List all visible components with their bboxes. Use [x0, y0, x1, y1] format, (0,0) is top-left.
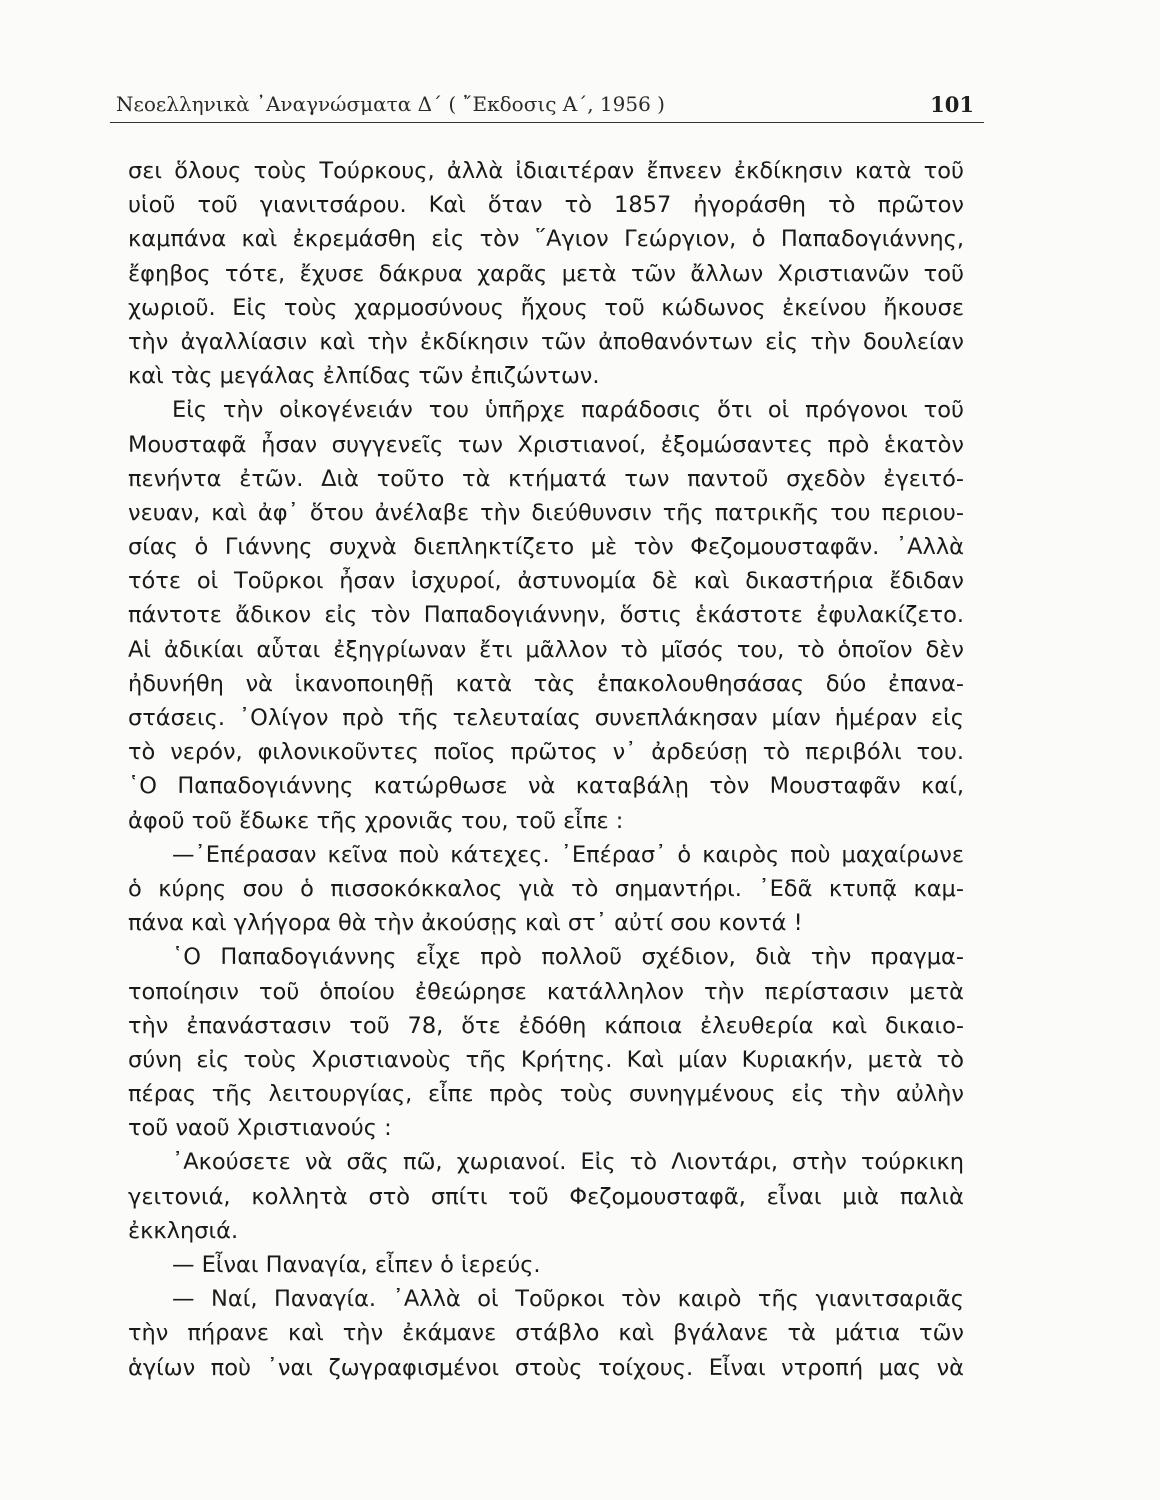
text-line: υἱοῦ τοῦ γιανιτσάρου. Καὶ ὅταν τὸ 1857 ἠγοράσθη τὸ πρῶτον: [128, 192, 964, 219]
body-text: [128, 154, 964, 1385]
text-line: ἐκκλησιά.: [128, 1217, 239, 1244]
text-line: σει ὅλους τοὺς Τούρκους, ἀλλὰ ἰδιαιτέραν ἔπνεεν ἐκδίκησιν κατὰ τοῦ: [128, 158, 964, 184]
text-line: τὴν πήρανε καὶ τὴν ἐκάμανε στάβλο καὶ βγάλανε τὰ μάτια τῶν: [128, 1320, 964, 1347]
running-header: [110, 92, 984, 123]
text-line: γειτονιά, κολλητὰ στὸ σπίτι τοῦ Φεζομουσταφᾶ, εἶναι μιὰ παλιὰ: [128, 1183, 964, 1210]
text-line: ἀφοῦ τοῦ ἔδωκε τῆς χρονιᾶς του, τοῦ εἶπε :: [128, 807, 624, 834]
text-line: καμπάνα καὶ ἐκρεμάσθη εἰς τὸν ῞Αγιον Γεώργιον, ὁ Παπαδογιάννης,: [128, 226, 964, 253]
text-line: χωριοῦ. Εἰς τοὺς χαρμοσύνους ἤχους τοῦ κώδωνος ἐκείνου ἤκουσε: [128, 294, 964, 321]
page-number: 101: [930, 92, 974, 117]
text-line: τοῦ ναοῦ Χριστιανούς :: [128, 1115, 392, 1142]
text-line: ῾Ο Παπαδογιάννης κατώρθωσε νὰ καταβάλῃ τὸν Μουσταφᾶν καί,: [128, 773, 964, 800]
text-line: — Εἶναι Παναγία, εἶπεν ὁ ἱερεύς.: [172, 1252, 541, 1278]
text-line: ῾Ο Παπαδογιάννης εἶχε πρὸ πολλοῦ σχέδιον, διὰ τὴν πραγμα-: [172, 944, 964, 971]
text-line: νευαν, καὶ ἀφ᾿ ὅτου ἀνέλαβε τὴν διεύθυνσιν τῆς πατρικῆς του περιου-: [128, 499, 964, 526]
text-line: τὴν ἀγαλλίασιν καὶ τὴν ἐκδίκησιν τῶν ἀποθανόντων εἰς τὴν δουλείαν: [128, 328, 964, 355]
text-line: ᾿Ακούσετε νὰ σᾶς πῶ, χωριανοί. Εἰς τὸ Λιοντάρι, στὴν τούρκικη: [172, 1149, 964, 1176]
text-line: τὴν ἐπανάστασιν τοῦ 78, ὅτε ἐδόθη κάποια ἐλευθερία καὶ δικαιο-: [128, 1012, 964, 1039]
text-line: Εἰς τὴν οἰκογένειάν του ὑπῆρχε παράδοσις ὅτι οἱ πρόγονοι τοῦ: [172, 397, 964, 424]
text-line: πενήντα ἐτῶν. Διὰ τοῦτο τὰ κτήματά των παντοῦ σχεδὸν ἐγειτό-: [128, 465, 964, 492]
running-title: Νεοελληνικὰ ᾿Αναγνώσματα Δ΄ ( ῎Εκδοσις Α΄, 1956 ): [116, 92, 665, 116]
text-line: ὁ κύρης σου ὁ πισσοκόκκαλος γιὰ τὸ σημαντήρι. ᾿Εδᾶ κτυπᾷ καμ-: [128, 875, 964, 902]
text-line: Μουσταφᾶ ἦσαν συγγενεῖς των Χριστιανοί, ἐξομώσαντες πρὸ ἑκατὸν: [128, 431, 964, 458]
text-line: —᾿Επέρασαν κεῖνα ποὺ κάτεχες. ᾿Επέρασ᾿ ὁ καιρὸς ποὺ μαχαίρωνε: [172, 841, 964, 868]
text-line: σύνη εἰς τοὺς Χριστιανοὺς τῆς Κρήτης. Καὶ μίαν Κυριακήν, μετὰ τὸ: [128, 1046, 964, 1073]
text-line: σίας ὁ Γιάννης συχνὰ διεπληκτίζετο μὲ τὸν Φεζομουσταφᾶν. ᾿Αλλὰ: [128, 534, 964, 561]
text-line: Αἱ ἀδικίαι αὗται ἐξηγρίωναν ἔτι μᾶλλον τὸ μῖσός του, τὸ ὁποῖον δὲν: [128, 636, 964, 663]
text-line: πέρας τῆς λειτουργίας, εἶπε πρὸς τοὺς συνηγμένους εἰς τὴν αὐλὴν: [128, 1081, 964, 1108]
text-line: ἁγίων ποὺ ᾿ναι ζωγραφισμένοι στοὺς τοίχους. Εἶναι ντροπή μας νὰ: [128, 1354, 964, 1381]
text-line: ἠδυνήθη νὰ ἱκανοποιηθῇ κατὰ τὰς ἐπακολουθησάσας δύο ἐπανα-: [128, 670, 964, 697]
text-line: τότε οἱ Τοῦρκοι ἦσαν ἰσχυροί, ἀστυνομία δὲ καὶ δικαστήρια ἔδιδαν: [128, 568, 964, 595]
text-line: στάσεις. ᾿Ολίγον πρὸ τῆς τελευταίας συνεπλάκησαν μίαν ἡμέραν εἰς: [128, 705, 964, 731]
text-line: καὶ τὰς μεγάλας ἐλπίδας τῶν ἐπιζώντων.: [128, 363, 600, 390]
text-line: ἔφηβος τότε, ἔχυσε δάκρυα χαρᾶς μετὰ τῶν ἄλλων Χριστιανῶν τοῦ: [128, 260, 964, 287]
text-line: τοποίησιν τοῦ ὁποίου ἐθεώρησε κατάλληλον τὴν περίστασιν μετὰ: [128, 978, 964, 1005]
text-line: πάντοτε ἄδικον εἰς τὸν Παπαδογιάννην, ὅστις ἑκάστοτε ἐφυλακίζετο.: [128, 602, 964, 629]
text-line: — Ναί, Παναγία. ᾿Αλλὰ οἱ Τοῦρκοι τὸν καιρὸ τῆς γιανιτσαριᾶς: [172, 1286, 964, 1313]
text-line: τὸ νερόν, φιλονικοῦντες ποῖος πρῶτος ν᾿ ἀρδεύσῃ τὸ περιβόλι του.: [128, 739, 964, 766]
text-line: πάνα καὶ γλήγορα θὰ τὴν ἀκούσῃς καὶ στ᾿ αὐτί σου κοντά !: [128, 910, 803, 937]
